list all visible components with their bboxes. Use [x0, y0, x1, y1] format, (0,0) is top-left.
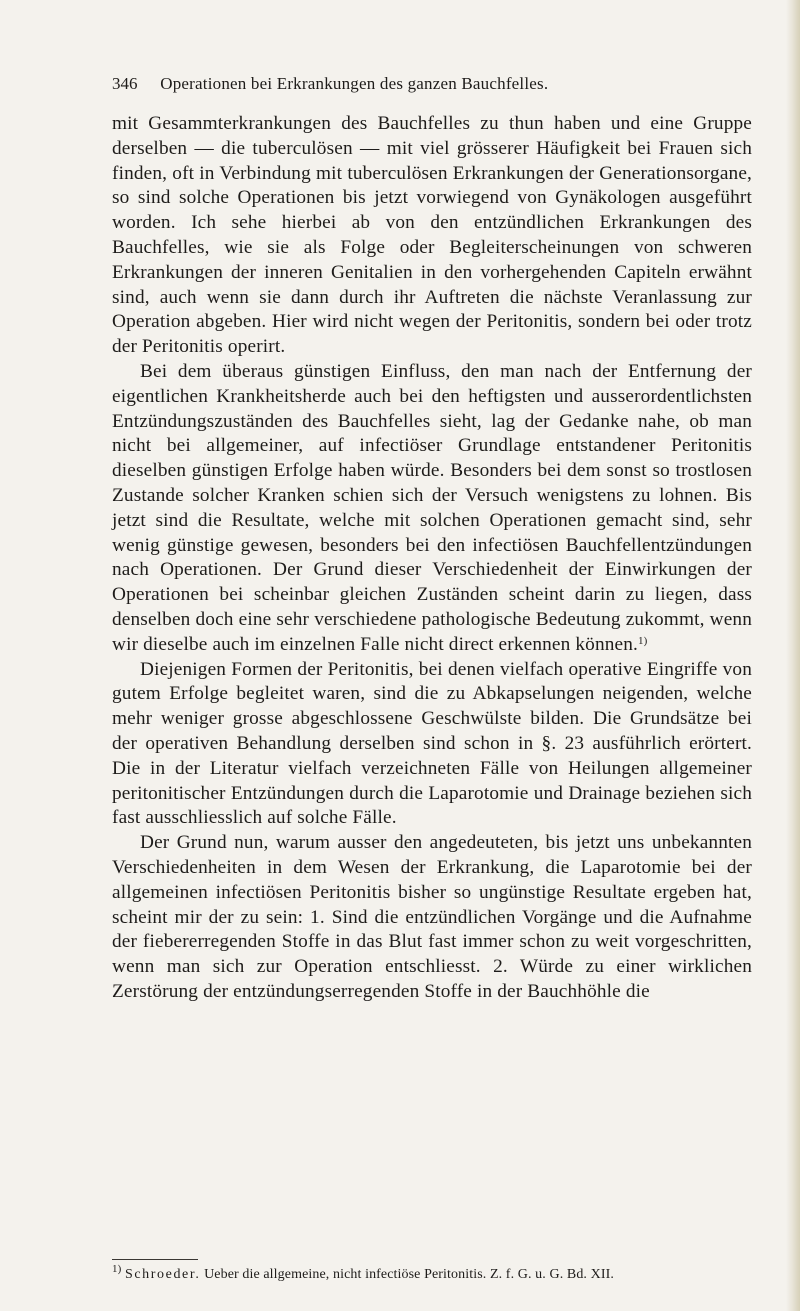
footnote-text: Ueber die allgemeine, nicht infectiöse Peritonitis. Z. f. G. u. G. Bd. XII. [200, 1267, 614, 1282]
running-title: Operationen bei Erkrankungen des ganzen Bauchfelles. [160, 74, 549, 93]
footnote-reference: 1) [638, 634, 648, 647]
page-number: 346 [112, 74, 138, 93]
footnote [112, 1263, 762, 1284]
paragraph-4-text: Der Grund nun, warum ausser den angedeuteten, bis jetzt uns unbekannten Verschiedenheiten in dem Wesen der Erkrankung, die Laparotomie bei der allgemeinen infectiösen Peritonitis bisher so ungünstige Resultate ergeben hat, scheint mir der zu sein: 1. Sind die entzündlichen Vorgänge und die Aufnahme der fiebererregenden Stoffe in das Blut fast immer schon zu weit vorgeschritten, wenn man sich zur Operation entschliesst. 2. Würde zu einer wirklichen Zerstörung der entzündungserregenden Stoffe in der Bauchhöhle die [112, 832, 752, 1002]
page-edge-shadow [786, 0, 800, 1311]
paragraph-2 [112, 360, 752, 658]
paragraph-1 [112, 112, 752, 360]
footnote-divider [112, 1259, 198, 1260]
paragraph-4 [112, 831, 752, 1005]
running-header [112, 72, 752, 96]
footnote-marker: 1) [112, 1263, 122, 1275]
paragraph-2-text: Bei dem überaus günstigen Einfluss, den man nach der Entfernung der eigentlichen Krankheitsherde auch bei den heftigsten und ausserordentlichsten Entzündungszuständen des Bauchfelles sieht, lag der Gedanke nahe, ob man nicht bei allgemeiner, auf infectiöser Grundlage entstandener Peritonitis dieselben günstigen Erfolge haben würde. Besonders bei dem sonst so trostlosen Zustande solcher Kranken schien sich der Versuch wenigstens zu lohnen. Bis jetzt sind die Resultate, welche mit solchen Operationen gemacht sind, sehr wenig günstige gewesen, besonders bei den infectiösen Bauchfellentzündungen nach Operationen. Der Grund dieser Verschiedenheit der Einwirkungen der Operationen bei scheinbar gleichen Zuständen scheint darin zu liegen, dass denselben doch eine sehr verschiedene pathologische Bedeutung zukommt, wenn wir dieselbe auch im einzelnen Falle nicht direct erkennen können. [112, 360, 752, 655]
body-text [112, 112, 752, 1005]
paragraph-1-text: mit Gesammterkrankungen des Bauchfelles zu thun haben und eine Gruppe derselben — die tuberculösen — mit viel grösserer Häufigkeit bei Frauen sich finden, oft in Verbindung mit tuberculösen Erkrankungen der Generationsorgane, so sind solche Operationen bis jetzt vorwiegend von Gynäkologen ausgeführt worden. Ich sehe hierbei ab von den entzündlichen Erkrankungen des Bauchfelles, wie sie als Folge oder Begleiterscheinungen von schweren Erkrankungen der inneren Genitalien in den vorhergehenden Capiteln erwähnt sind, auch wenn sie dann durch ihr Auftreten die nächste Veranlassung zur Operation abgeben. Hier wird nicht wegen der Peritonitis, sondern bei oder trotz der Peritonitis operirt. [112, 113, 752, 358]
footnote-author: Schroeder. [124, 1267, 201, 1282]
paragraph-3 [112, 658, 752, 832]
paragraph-3-text: Diejenigen Formen der Peritonitis, bei denen vielfach operative Eingriffe von gutem Erfolge begleitet waren, sind die zu Abkapselungen neigenden, welche mehr weniger grosse abgeschlossene Geschwülste bilden. Die Grundsätze bei der operativen Behandlung derselben sind schon in §. 23 ausführlich erörtert. Die in der Literatur vielfach verzeichneten Fälle von Heilungen allgemeiner peritonitischer Entzündungen durch die Laparotomie und Drainage beziehen sich fast ausschliesslich auf solche Fälle. [112, 658, 752, 829]
